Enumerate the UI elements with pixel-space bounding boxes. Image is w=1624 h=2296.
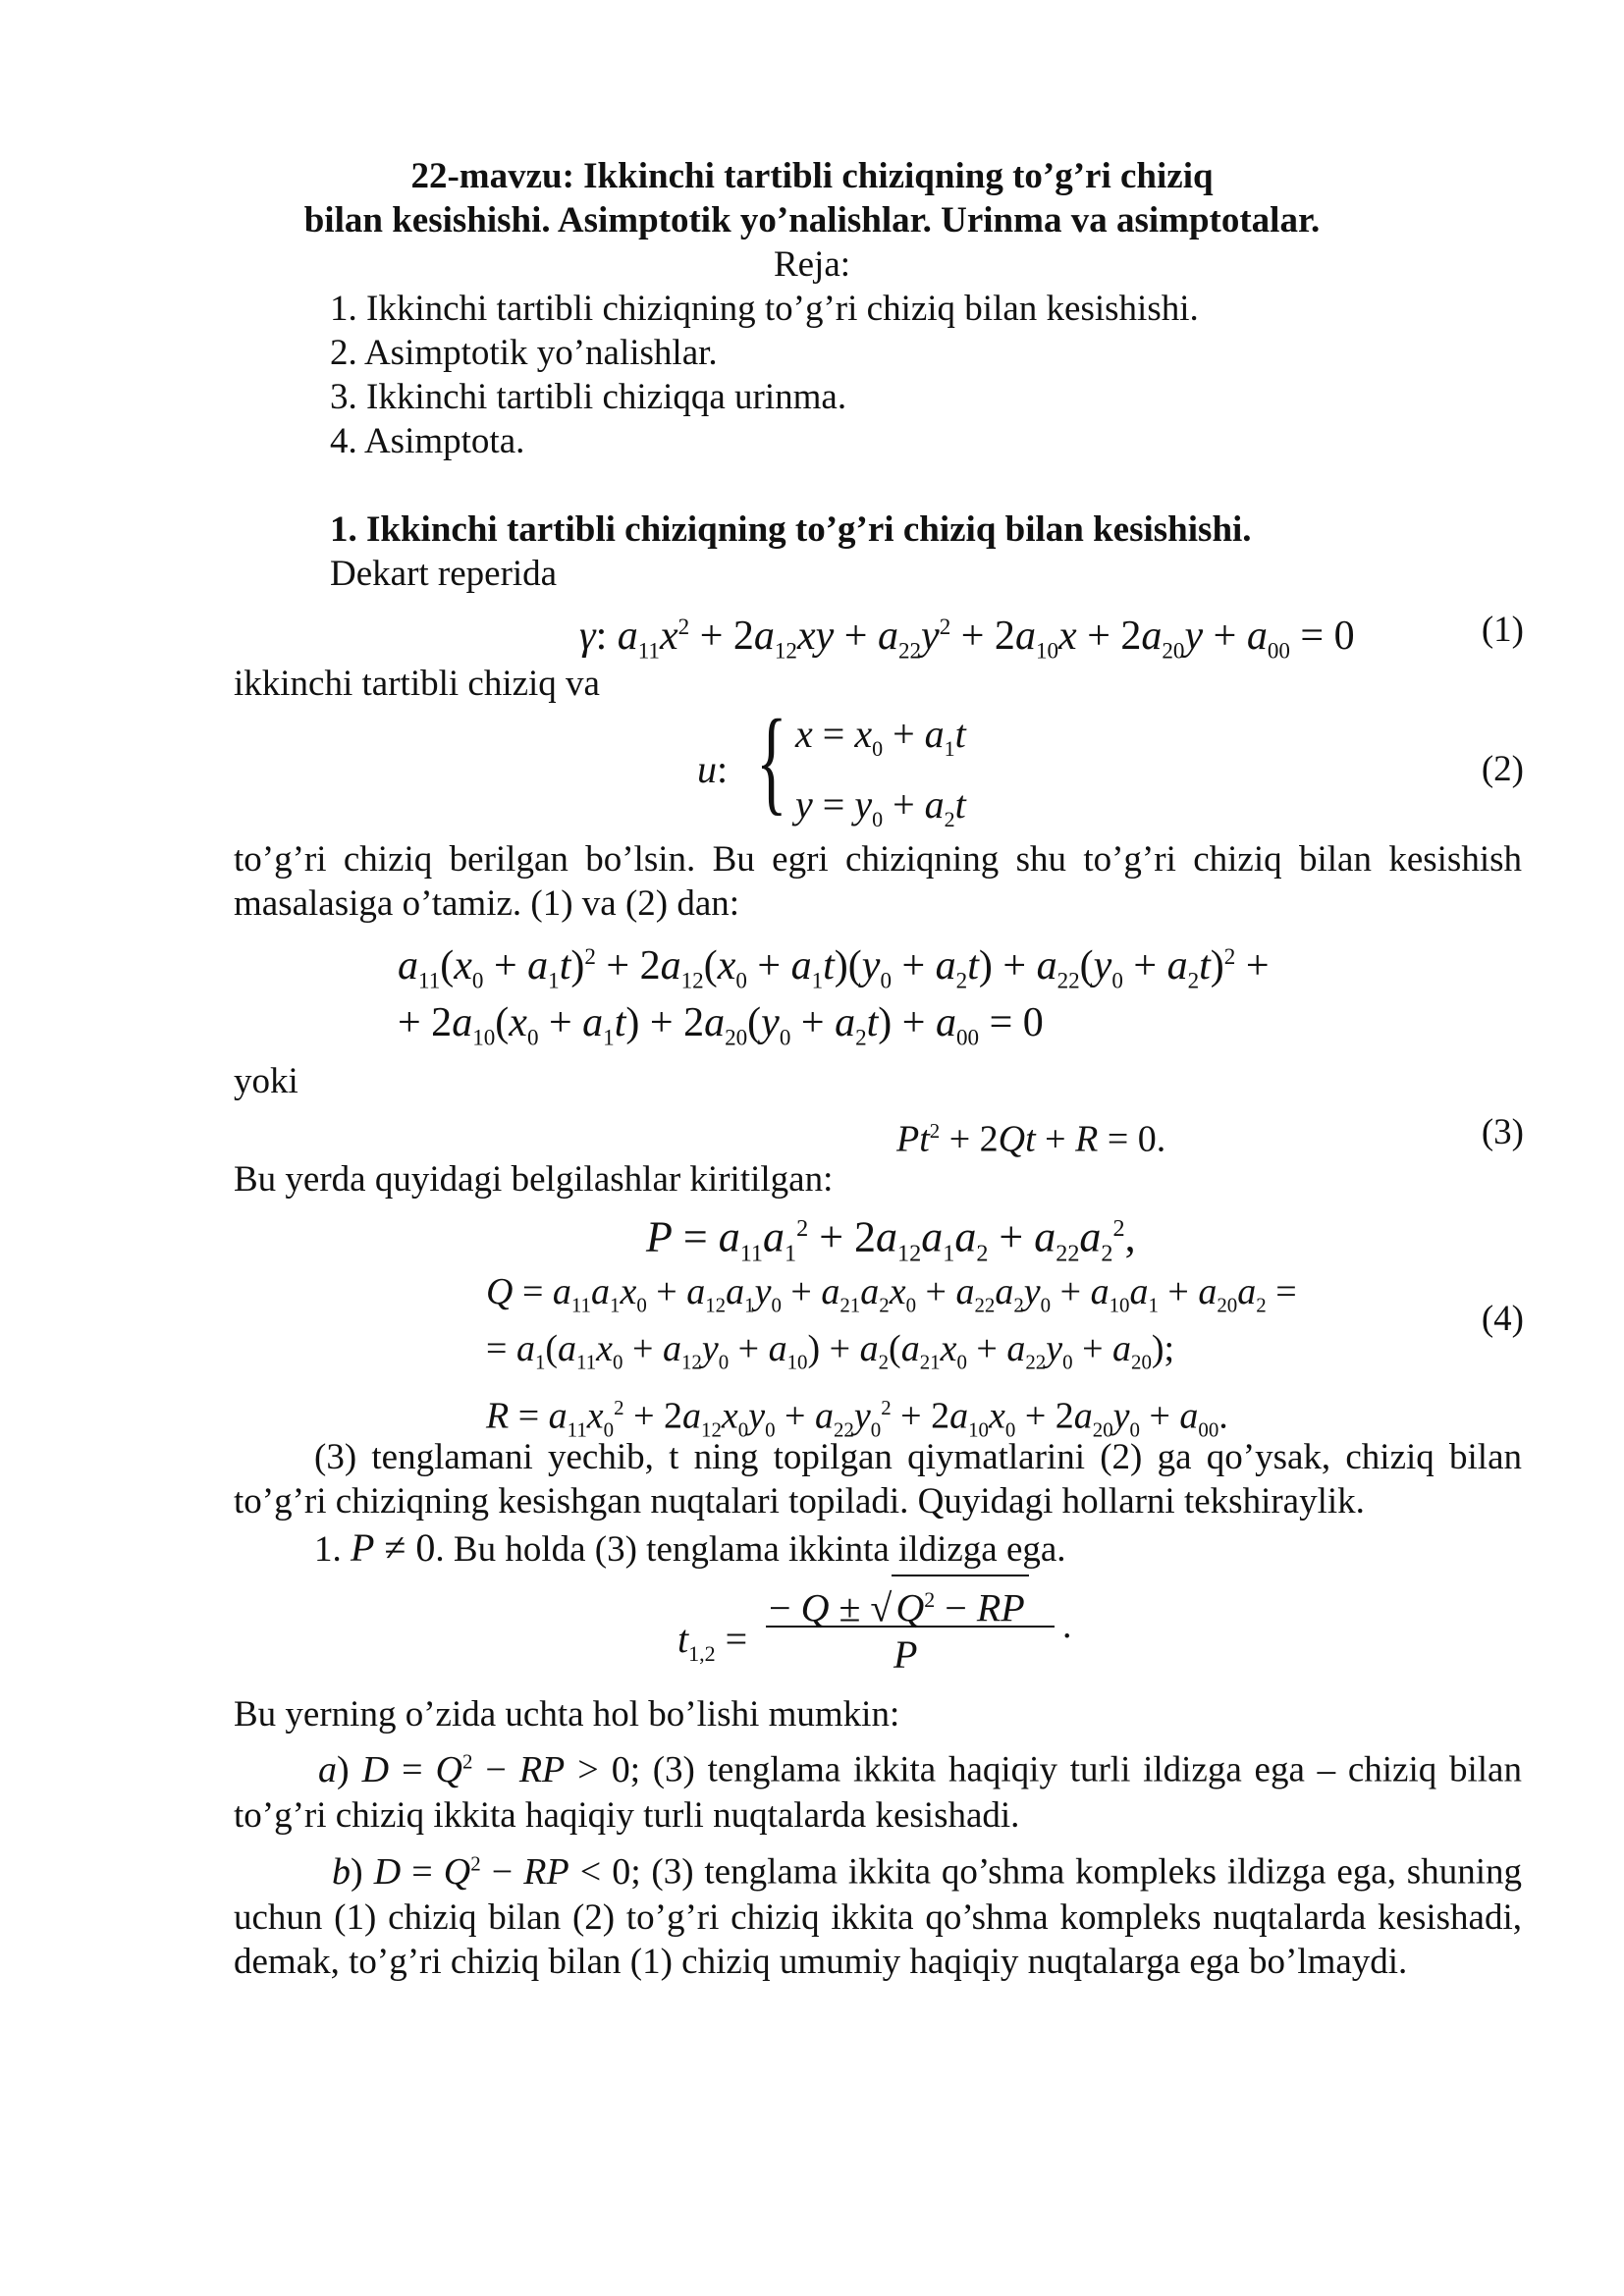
paragraph-solve: (3) tenglamani yechib, t ning topilgan qiymatlarini (2) ga qo’ysak, chiziq bilan to’g’ri chiziqning kesishgan nuqtalari topiladi. Quyidagi hollarni tekshiraylik.	[234, 1437, 1522, 1522]
title-line-1: 22-mavzu: Ikkinchi tartibli chiziqning to’g’ri chiziq	[410, 156, 1214, 196]
case-b	[234, 1840, 1522, 1984]
equation-number-2: (2)	[1481, 749, 1524, 789]
text-yoki: yoki	[234, 1061, 298, 1101]
case-b-condition: b) $D = Q^2$ − RP < 0	[332, 1850, 631, 1893]
plan-item-2: 2. Asimptotik yo’nalishlar.	[330, 333, 718, 373]
case-a-text: ; (3) tenglama ikkita haqiqiy turli ildizga ega – chiziq bilan to’g’ri chiziq ikkita haqiqiy turli nuqtalarda kesishadi.	[234, 1749, 1522, 1836]
equation-2-line-1: $x = x_0 + a_1t$	[795, 712, 966, 761]
equation-4-P: $P = a_{11}a_1^2 + 2a_{12}a_1a_2 + a_{22}a_2^2$,	[646, 1212, 1136, 1267]
equation-2-line-2: $y = y_0 + a_2t$	[795, 782, 966, 831]
case-b-text: ; (3) tenglama ikkita qo’shma kompleks ildizga ega, shuning uchun (1) chiziq bilan (2) to’g’ri chiziq ikkita qo’shma kompleks nuqtalarda kesishadi, demak, to’g’ri chiziq bilan (1) chiziq umumiy haqiqiy nuqtalarga ega bo’lmaydi.	[234, 1851, 1522, 1982]
equation-3: $Pt^2 + 2Qt + R = 0$.	[896, 1118, 1166, 1160]
plan-item-4: 4. Asimptota.	[330, 421, 525, 461]
case-1-text: . Bu holda (3) tenglama ikkinta ildizga ega.	[435, 1529, 1066, 1570]
equation-4-Q-line-1: $Q = a_{11}a_1x_0 + a_{12}a_1y_0 + a_{21}a_2x_0 + a_{22}a_2y_0 + a_{10}a_1 + a_{20}a_2$ =	[486, 1271, 1297, 1317]
substitution-line-2: + $2a_{10}(x_0 + a_1t) + 2a_{20}(y_0 + a_2t) + a_{00} = 0$	[398, 1000, 1044, 1050]
text-after-eq1: ikkinchi tartibli chiziq va	[234, 664, 600, 704]
plan-heading: Reja:	[773, 244, 851, 285]
equation-4-Q-line-2: = $a_1(a_{11}x_0 + a_{12}y_0 + a_{10}) + a_2(a_{21}x_0 + a_{22}y_0 + a_{20})$;	[486, 1328, 1175, 1374]
root-lhs: $t_{1,2}$ =	[677, 1617, 748, 1666]
plan-item-1: 1. Ikkinchi tartibli chiziqning to’g’ri chiziq bilan kesishishi.	[330, 289, 1199, 329]
case-a	[234, 1737, 1522, 1838]
case-1-prefix: 1.	[314, 1529, 342, 1570]
equation-2-label: u:	[697, 747, 729, 791]
case-1-line	[314, 1524, 1066, 1572]
equation-4-R: $R = a_{11}x_0^2 + 2a_{12}x_0y_0 + a_{22}y_0^2 + 2a_{10}x_0 + 2a_{20}y_0 + a_{00}$.	[486, 1395, 1228, 1442]
root-numerator: − Q ± √ $Q^2$ − RP	[769, 1575, 1029, 1631]
text-after-eq2: to’g’ri chiziq berilgan bo’lsin. Bu egri chiziqning shu to’g’ri chiziq bilan kesishish masalasiga o’tamiz. (1) va (2) dan:	[234, 839, 1522, 924]
root-fraction-bar	[766, 1626, 1055, 1628]
case-a-condition: a) $D = Q^2$ − RP > 0	[318, 1748, 630, 1790]
equation-1: γ: $a_{11}x^2 + 2a_{12}xy + a_{22}y^2 + 2a_{10}x + 2a_{20}y + a_{00} = 0$	[579, 614, 1355, 664]
plan-item-3: 3. Ikkinchi tartibli chiziqqa urinma.	[330, 377, 847, 417]
section-1-heading: 1. Ikkinchi tartibli chiziqning to’g’ri chiziq bilan kesishishi.	[330, 509, 1252, 550]
equation-number-4: (4)	[1481, 1299, 1524, 1339]
case-1-condition: P ≠ 0	[351, 1525, 436, 1570]
text-three-cases: Bu yerning o’zida uchta hol bo’lishi mumkin:	[234, 1694, 900, 1735]
section-1-intro: Dekart reperida	[330, 554, 558, 594]
root-denominator: P	[893, 1632, 918, 1677]
root-period: .	[1062, 1605, 1072, 1646]
system-brace: {	[756, 695, 787, 826]
text-notation: Bu yerda quyidagi belgilashlar kiritilgan:	[234, 1159, 834, 1200]
title-line-2: bilan kesishishi. Asimptotik yo’nalishlar. Urinma va asimptotalar.	[303, 200, 1321, 240]
substitution-line-1: $a_{11}(x_0 + a_1t)^2 + 2a_{12}(x_0 + a_1t)(y_0 + a_2t) + a_{22}(y_0 + a_2t)^2$ +	[398, 943, 1270, 993]
equation-number-1: (1)	[1481, 610, 1524, 650]
equation-number-3: (3)	[1481, 1112, 1524, 1152]
